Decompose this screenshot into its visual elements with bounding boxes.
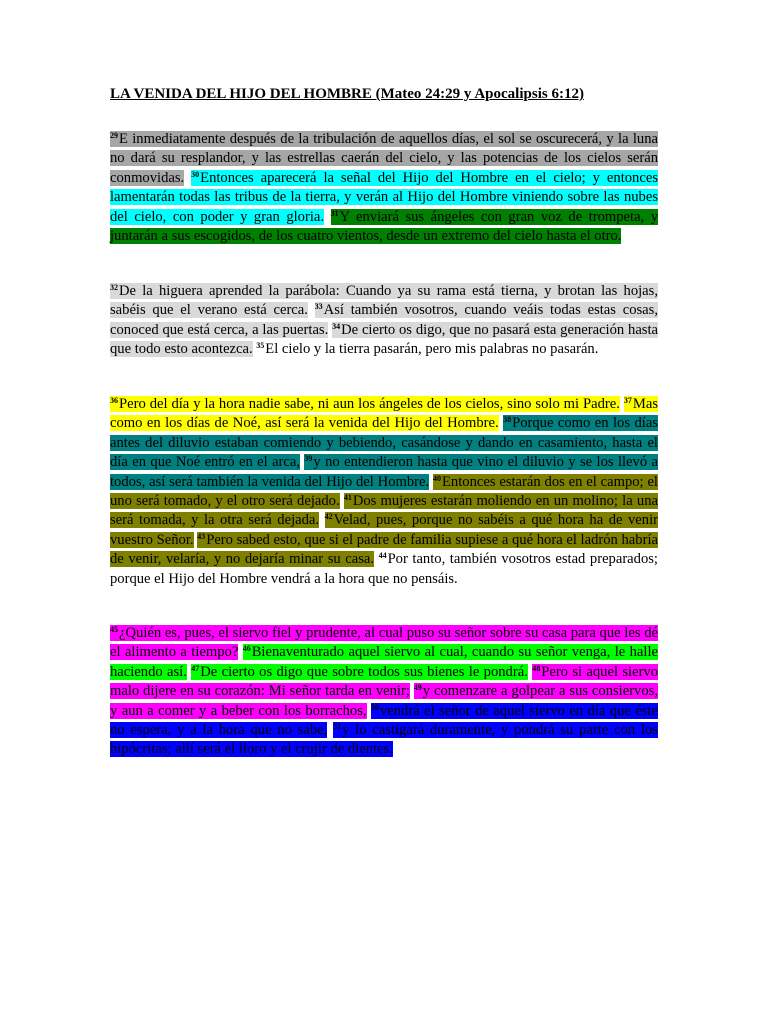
verse-number: 40 (433, 473, 441, 483)
verse-text: El cielo y la tierra pasarán, pero mis palabras no pasarán. (265, 341, 599, 358)
verse-text: De cierto os digo, que no pasará esta generación hasta que todo esto acontezca. (110, 321, 659, 358)
verse-text: Así también vosotros, cuando veáis todas estas cosas, conoced que está cerca, a las puertas. (110, 302, 658, 338)
verse-number: 48 (532, 663, 541, 673)
verse-text: E inmediatamente después de la tribulación de aquellos días, el sol se oscurecerá, y la luna no dará su resplandor, y las estrellas caerán del cielo, y las potencias de los cielos serán conmovidas. (110, 131, 658, 186)
verse-number: 44 (378, 551, 387, 561)
verse-text: Pero sabed esto, que si el padre de familia supiese a qué hora el ladrón habría de venir, velaría, y no dejaría minar su casa. (110, 531, 658, 568)
paragraph-3 (110, 395, 658, 589)
verse-text: Entonces aparecerá la señal del Hijo del Hombre en el cielo; y entonces lamentarán todas las tribus de la tierra, y verán al Hijo del Hombre viniendo sobre las nubes del cielo, con poder y gran gloria. (110, 169, 658, 225)
verse-number: 30 (191, 169, 200, 179)
verse-text: Mas como en los días de Noé, así será la venida del Hijo del Hombre. (110, 396, 659, 432)
verse-number: 33 (314, 302, 323, 312)
verse-number: 41 (343, 493, 352, 503)
verse-text: y no entendieron hasta que vino el diluvio y se los llevó a todos, así será también la venida del Hijo del Hombre. (110, 454, 658, 490)
verse-number: 46 (242, 644, 251, 654)
verse-number: 42 (324, 512, 333, 522)
verse-text: Porque como en los días antes del diluvio estaban comiendo y bebiendo, casándose y dando en casamiento, hasta el día en que Noé entró en el arca, (110, 415, 658, 471)
verse-number: 31 (330, 208, 339, 218)
verse-text: Bienaventurado aquel siervo al cual, cuando su señor venga, le halle haciendo así. (110, 644, 658, 680)
verse-number: 34 (332, 321, 341, 331)
verse-number: 38 (503, 415, 512, 425)
verse-number: 35 (256, 341, 265, 351)
verse-number: 39 (304, 454, 313, 464)
verse-text: De la higuera aprended la parábola: Cuando ya su rama está tierna, y brotan las hojas, sabéis que el verano está cerca. (110, 283, 658, 319)
verse-text: Pero si aquel siervo malo dijere en su corazón: Mi señor tarda en venir; (110, 663, 659, 700)
verse-text: Por tanto, también vosotros estad preparados; porque el Hijo del Hombre vendrá a la hora que no pensáis. (110, 551, 658, 587)
verse-number: 37 (623, 396, 632, 405)
verse-number: 47 (191, 663, 200, 673)
paragraph-1 (110, 130, 658, 246)
verse-number: 32 (110, 283, 118, 292)
paragraph-2 (110, 282, 658, 360)
verse-number: 29 (110, 131, 118, 140)
verse-36 (110, 396, 620, 412)
verse-47 (191, 664, 528, 680)
verse-text: Y enviará sus ángeles con gran voz de trompeta, y juntarán a sus escogidos, de los cuatro vientos, desde un extremo del cielo hasta el otro. (110, 208, 658, 245)
verse-number: 43 (197, 531, 206, 541)
verse-number: 45 (110, 625, 118, 634)
verse-number: 49 (413, 683, 422, 693)
verse-number: 51 (333, 722, 342, 732)
verse-text: Velad, pues, porque no sabéis a qué hora ha de venir vuestro Señor. (110, 512, 659, 548)
verse-text: y comenzare a golpear a sus consiervos, y aun a comer y a beber con los borrachos, (110, 683, 658, 719)
verse-number: 50 (370, 702, 379, 712)
verse-text: ¿Quién es, pues, el siervo fiel y prudente, al cual puso su señor sobre su casa para que les dé el alimento a tiempo? (110, 625, 658, 661)
verse-number: 36 (110, 396, 118, 405)
verse-35 (256, 341, 598, 357)
verse-text: Dos mujeres estarán moliendo en un molino; la una será tomada, y la otra será dejada. (110, 493, 658, 529)
verse-text: vendrá el señor de aquel siervo en día que éste no espera, y a la hora que no sabe, (110, 702, 658, 739)
verse-text: De cierto os digo que sobre todos sus bienes le pondrá. (200, 663, 528, 680)
verse-text: Entonces estarán dos en el campo; el uno será tomado, y el otro será dejado. (110, 473, 658, 510)
verse-text: y lo castigará duramente, y pondrá su parte con los hipócritas; allí será el lloro y el crujir de dientes. (110, 722, 658, 758)
paragraph-4 (110, 624, 658, 760)
document-title: LA VENIDA DEL HIJO DEL HOMBRE (Mateo 24:29 y Apocalipsis 6:12) (110, 86, 584, 102)
verse-text: Pero del día y la hora nadie sabe, ni aun los ángeles de los cielos, sino solo mi Padre. (119, 396, 620, 412)
